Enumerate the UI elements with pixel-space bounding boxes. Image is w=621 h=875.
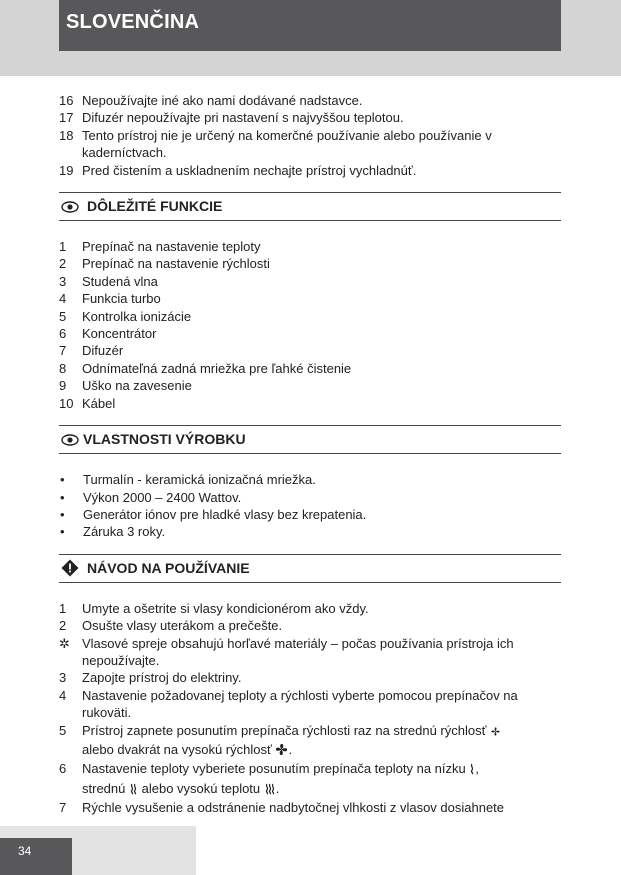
- bullet-icon: •: [60, 472, 65, 488]
- item-text: Nepoužívajte iné ako nami dodávané nadstavce.: [82, 93, 363, 108]
- bullet-icon: •: [60, 489, 65, 505]
- list-item: [59, 395, 561, 412]
- section-header-usage: [59, 554, 561, 583]
- eye-icon: [61, 431, 79, 449]
- bullet-icon: •: [60, 524, 65, 540]
- item-text: Difuzér nepoužívajte pri nastavení s najvyššou teplotou.: [82, 110, 404, 126]
- item-number: 4: [59, 687, 67, 703]
- bullet-icon: •: [60, 506, 65, 522]
- section-title: VLASTNOSTI VÝROBKU: [83, 430, 246, 447]
- item-text: Generátor iónov pre hladké vlasy bez krepatenia.: [83, 506, 367, 522]
- language-title: SLOVENČINA: [66, 11, 200, 33]
- list-item: [59, 109, 561, 126]
- item-number: 1: [59, 600, 67, 616]
- item-text: Funkcia turbo: [82, 291, 161, 307]
- list-item: [59, 290, 561, 307]
- item-number: 3: [59, 273, 67, 289]
- item-number: ✲: [59, 635, 70, 651]
- item-text: Kábel: [82, 395, 116, 411]
- fan-high-icon: [275, 743, 288, 760]
- section-header-features: [59, 192, 561, 221]
- list-item: [59, 600, 561, 617]
- item-text: Studená vlna: [82, 273, 158, 289]
- eye-icon: [61, 198, 79, 216]
- list-item: [59, 669, 561, 686]
- item-text: Umyte a ošetrite si vlasy kondicionérom ako vždy.: [82, 600, 369, 616]
- item-text: Vlasové spreje obsahujú horľavé materiály – počas používania prístroja ich nepoužívajte.: [82, 635, 514, 668]
- item-text: Zapojte prístroj do elektriny.: [82, 670, 242, 686]
- features-list: [59, 238, 561, 412]
- item-text: Koncentrátor: [82, 326, 157, 342]
- bullet-item: [59, 489, 561, 506]
- page-number-box: [0, 838, 72, 875]
- page-content: [59, 92, 561, 817]
- item-text: Prepínač na nastavenie teploty: [82, 239, 261, 255]
- item-text: Nastavenie požadovanej teploty a rýchlosti vyberte pomocou prepínačov na rukoväti.: [82, 687, 518, 721]
- list-item: [59, 127, 561, 162]
- item-text: Kontrolka ionizácie: [82, 308, 192, 324]
- item-number: 1: [59, 239, 67, 255]
- language-header: [59, 0, 561, 51]
- section-title: NÁVOD NA POUŽÍVANIE: [87, 559, 250, 576]
- item-number: 3: [59, 670, 67, 686]
- list-item: [59, 635, 561, 670]
- item-text: Turmalín - keramická ionizačná mriežka.: [83, 472, 316, 488]
- list-item: [59, 273, 561, 290]
- item-number: 2: [59, 618, 67, 634]
- item-text: Tento prístroj nie je určený na komerčné používanie alebo používanie v kaderníctvach.: [82, 127, 492, 161]
- list-item: [59, 255, 561, 272]
- item-number: 5: [59, 308, 67, 324]
- list-item: [59, 360, 561, 377]
- heat-medium-icon: [129, 782, 138, 799]
- section-title: DÔLEŽITÉ FUNKCIE: [87, 197, 223, 214]
- item-text: Odnímateľná zadná mriežka pre ľahké čistenie: [82, 360, 352, 376]
- list-item: [59, 617, 561, 634]
- item-number: 10: [59, 395, 74, 411]
- item-number: 17: [59, 110, 74, 126]
- list-item: [59, 162, 561, 179]
- heat-high-icon: [264, 782, 276, 799]
- properties-list: [59, 471, 561, 541]
- intro-list: [59, 92, 561, 179]
- item-number: 4: [59, 291, 67, 307]
- item-number: 8: [59, 360, 67, 376]
- item-text: Prepínač na nastavenie rýchlosti: [82, 256, 270, 272]
- fan-medium-icon: [490, 724, 501, 741]
- list-item: [59, 377, 561, 394]
- list-item: 6 Nastavenie teploty vyberiete posunutím prepínača teploty na nízku , strednú alebo vysokú teplotu .: [59, 760, 561, 799]
- item-text: Difuzér: [82, 343, 124, 359]
- bullet-item: [59, 471, 561, 488]
- list-item: 5 Prístroj zapnete posunutím prepínača rýchlosti raz na strednú rýchlosť alebo dvakrát na vysokú rýchlosť .: [59, 722, 561, 761]
- list-item: [59, 92, 561, 109]
- warning-icon: [61, 559, 79, 577]
- item-number: 9: [59, 378, 67, 394]
- bullet-item: [59, 506, 561, 523]
- section-header-properties: [59, 425, 561, 454]
- page-number: 34: [18, 844, 32, 858]
- list-item: [59, 325, 561, 342]
- item-number: 18: [59, 127, 74, 143]
- item-text: Pred čistením a uskladnením nechajte prístroj vychladnúť.: [82, 162, 417, 178]
- item-number: 7: [59, 343, 67, 359]
- bullet-item: [59, 523, 561, 540]
- item-number: 2: [59, 256, 67, 272]
- list-item: [59, 308, 561, 325]
- usage-list: [59, 600, 561, 722]
- item-number: 16: [59, 93, 74, 108]
- item-text: Výkon 2000 – 2400 Wattov.: [83, 489, 242, 505]
- list-item: [59, 238, 561, 255]
- list-item: 7 Rýchle vysušenie a odstránenie nadbytočnej vlhkosti z vlasov dosiahnete: [59, 800, 505, 816]
- item-number: 19: [59, 162, 74, 178]
- item-number: 6: [59, 326, 67, 342]
- item-text: Uško na zavesenie: [82, 378, 192, 394]
- item-text: Záruka 3 roky.: [83, 524, 166, 540]
- list-item: [59, 342, 561, 359]
- item-text: Osušte vlasy uterákom a prečešte.: [82, 618, 283, 634]
- list-item: [59, 687, 561, 722]
